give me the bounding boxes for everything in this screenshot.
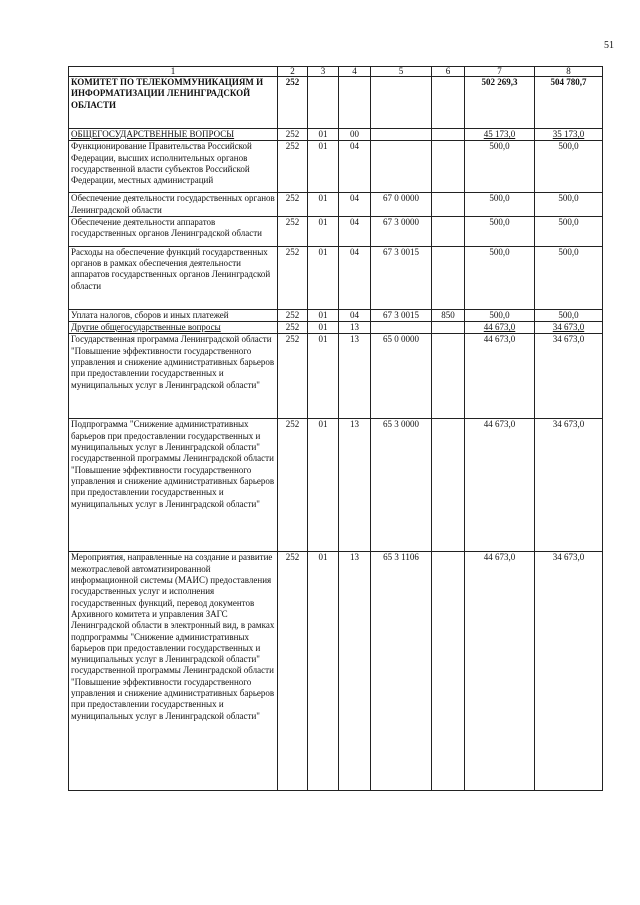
row-value-cell: 13 bbox=[339, 322, 371, 334]
column-number: 3 bbox=[308, 67, 339, 77]
budget-table bbox=[68, 66, 603, 791]
row-value-cell bbox=[371, 129, 432, 141]
row-value-cell: 252 bbox=[278, 193, 308, 217]
row-value-cell bbox=[371, 77, 432, 129]
row-value-cell: 500,0 bbox=[535, 141, 603, 193]
row-value-cell bbox=[371, 141, 432, 193]
row-value-cell: 13 bbox=[339, 334, 371, 419]
column-number-row bbox=[69, 67, 603, 77]
row-name-cell: Мероприятия, направленные на создание и развитие межотраслевой автоматизированной информационной системы (МАИС) предоставления государственных услуг и исполнения государственных функций, перевод документов Архивного комитета и управления ЗАГС Ленинградской области в электронный вид, в рамках подпрограммы "Снижение административных барьеров при предоставлении государственных и муниципальных услуг в Ленинградской области" государственной программы Ленинградской области "Повышение эффективности государственного управления и снижение административных барьеров при предоставлении государственных и муниципальных услуг в Ленинградской области" bbox=[69, 552, 278, 791]
row-value-cell: 44 673,0 bbox=[465, 552, 535, 791]
row-value-cell: 44 673,0 bbox=[465, 334, 535, 419]
row-name-cell: Другие общегосударственные вопросы bbox=[69, 322, 278, 334]
column-number: 5 bbox=[371, 67, 432, 77]
row-value-cell: 252 bbox=[278, 129, 308, 141]
row-value-cell: 01 bbox=[308, 193, 339, 217]
row-value-cell: 500,0 bbox=[465, 216, 535, 246]
table-row bbox=[69, 77, 603, 129]
row-value-cell: 500,0 bbox=[535, 246, 603, 309]
row-value-cell: 01 bbox=[308, 246, 339, 309]
row-value-cell: 04 bbox=[339, 309, 371, 321]
row-value-cell bbox=[339, 77, 371, 129]
page-number: 51 bbox=[604, 40, 614, 51]
row-value-cell: 01 bbox=[308, 141, 339, 193]
row-value-cell bbox=[432, 334, 465, 419]
row-value-cell: 44 673,0 bbox=[465, 322, 535, 334]
column-number: 1 bbox=[69, 67, 278, 77]
row-value-cell: 01 bbox=[308, 322, 339, 334]
row-value-cell: 500,0 bbox=[465, 246, 535, 309]
row-value-cell: 500,0 bbox=[465, 193, 535, 217]
row-value-cell: 252 bbox=[278, 419, 308, 552]
row-value-cell: 500,0 bbox=[535, 309, 603, 321]
row-value-cell bbox=[308, 77, 339, 129]
row-value-cell bbox=[432, 216, 465, 246]
row-name-cell: Расходы на обеспечение функций государственных органов в рамках обеспечения деятельности аппаратов государственных органов Ленинградской области bbox=[69, 246, 278, 309]
row-value-cell bbox=[371, 322, 432, 334]
table-row bbox=[69, 552, 603, 791]
row-value-cell: 34 673,0 bbox=[535, 552, 603, 791]
row-value-cell: 67 3 0015 bbox=[371, 246, 432, 309]
row-value-cell: 252 bbox=[278, 309, 308, 321]
row-value-cell: 13 bbox=[339, 419, 371, 552]
table-row bbox=[69, 193, 603, 217]
row-value-cell: 252 bbox=[278, 552, 308, 791]
row-value-cell: 252 bbox=[278, 334, 308, 419]
row-value-cell: 252 bbox=[278, 141, 308, 193]
column-number: 8 bbox=[535, 67, 603, 77]
row-name-cell: Уплата налогов, сборов и иных платежей bbox=[69, 309, 278, 321]
table-row bbox=[69, 246, 603, 309]
row-value-cell: 13 bbox=[339, 552, 371, 791]
row-value-cell bbox=[432, 141, 465, 193]
table-row bbox=[69, 419, 603, 552]
row-value-cell bbox=[432, 552, 465, 791]
column-number: 4 bbox=[339, 67, 371, 77]
row-value-cell: 04 bbox=[339, 216, 371, 246]
row-value-cell: 252 bbox=[278, 246, 308, 309]
row-name-cell: Государственная программа Ленинградской области "Повышение эффективности государственного управления и снижение административных барьеров при предоставлении государственных и муниципальных услуг в Ленинградской области" bbox=[69, 334, 278, 419]
table-row bbox=[69, 129, 603, 141]
row-value-cell: 504 780,7 bbox=[535, 77, 603, 129]
row-name-cell: Обеспечение деятельности государственных органов Ленинградской области bbox=[69, 193, 278, 217]
row-value-cell: 01 bbox=[308, 129, 339, 141]
row-value-cell: 252 bbox=[278, 322, 308, 334]
row-value-cell: 67 3 0015 bbox=[371, 309, 432, 321]
row-value-cell: 252 bbox=[278, 216, 308, 246]
row-value-cell: 45 173,0 bbox=[465, 129, 535, 141]
row-value-cell: 01 bbox=[308, 216, 339, 246]
row-value-cell: 500,0 bbox=[535, 216, 603, 246]
row-value-cell: 44 673,0 bbox=[465, 419, 535, 552]
row-value-cell: 500,0 bbox=[465, 309, 535, 321]
row-value-cell: 65 3 0000 bbox=[371, 419, 432, 552]
row-value-cell: 500,0 bbox=[535, 193, 603, 217]
row-value-cell: 35 173,0 bbox=[535, 129, 603, 141]
row-value-cell bbox=[432, 322, 465, 334]
row-value-cell: 500,0 bbox=[465, 141, 535, 193]
column-number: 7 bbox=[465, 67, 535, 77]
row-value-cell: 04 bbox=[339, 246, 371, 309]
row-value-cell: 34 673,0 bbox=[535, 419, 603, 552]
row-value-cell: 252 bbox=[278, 77, 308, 129]
row-name-cell: Подпрограмма "Снижение административных барьеров при предоставлении государственных и муниципальных услуг в Ленинградской области" государственной программы Ленинградской области "Повышение эффективности государственного управления и снижение административных барьеров при предоставлении государственных и муниципальных услуг в Ленинградской области" bbox=[69, 419, 278, 552]
row-value-cell bbox=[432, 129, 465, 141]
row-value-cell bbox=[432, 419, 465, 552]
table-row bbox=[69, 141, 603, 193]
table-row bbox=[69, 216, 603, 246]
row-name-cell: Обеспечение деятельности аппаратов государственных органов Ленинградской области bbox=[69, 216, 278, 246]
row-name-cell: Функционирование Правительства Российской Федерации, высших исполнительных органов государственной власти субъектов Российской Федерации, местных администраций bbox=[69, 141, 278, 193]
row-value-cell: 01 bbox=[308, 334, 339, 419]
row-value-cell bbox=[432, 246, 465, 309]
row-value-cell: 00 bbox=[339, 129, 371, 141]
table-row bbox=[69, 334, 603, 419]
row-value-cell: 67 0 0000 bbox=[371, 193, 432, 217]
row-value-cell: 67 3 0000 bbox=[371, 216, 432, 246]
row-name-cell: КОМИТЕТ ПО ТЕЛЕКОММУНИКАЦИЯМ И ИНФОРМАТИЗАЦИИ ЛЕНИНГРАДСКОЙ ОБЛАСТИ bbox=[69, 77, 278, 129]
row-value-cell: 34 673,0 bbox=[535, 322, 603, 334]
column-number: 6 bbox=[432, 67, 465, 77]
table-row bbox=[69, 322, 603, 334]
row-value-cell: 34 673,0 bbox=[535, 334, 603, 419]
row-value-cell bbox=[432, 77, 465, 129]
row-value-cell: 65 3 1106 bbox=[371, 552, 432, 791]
row-value-cell: 502 269,3 bbox=[465, 77, 535, 129]
row-value-cell: 04 bbox=[339, 193, 371, 217]
row-value-cell: 850 bbox=[432, 309, 465, 321]
table-row bbox=[69, 309, 603, 321]
row-value-cell: 01 bbox=[308, 419, 339, 552]
row-value-cell bbox=[432, 193, 465, 217]
row-value-cell: 01 bbox=[308, 552, 339, 791]
row-value-cell: 04 bbox=[339, 141, 371, 193]
row-value-cell: 65 0 0000 bbox=[371, 334, 432, 419]
column-number: 2 bbox=[278, 67, 308, 77]
row-name-cell: ОБЩЕГОСУДАРСТВЕННЫЕ ВОПРОСЫ bbox=[69, 129, 278, 141]
row-value-cell: 01 bbox=[308, 309, 339, 321]
